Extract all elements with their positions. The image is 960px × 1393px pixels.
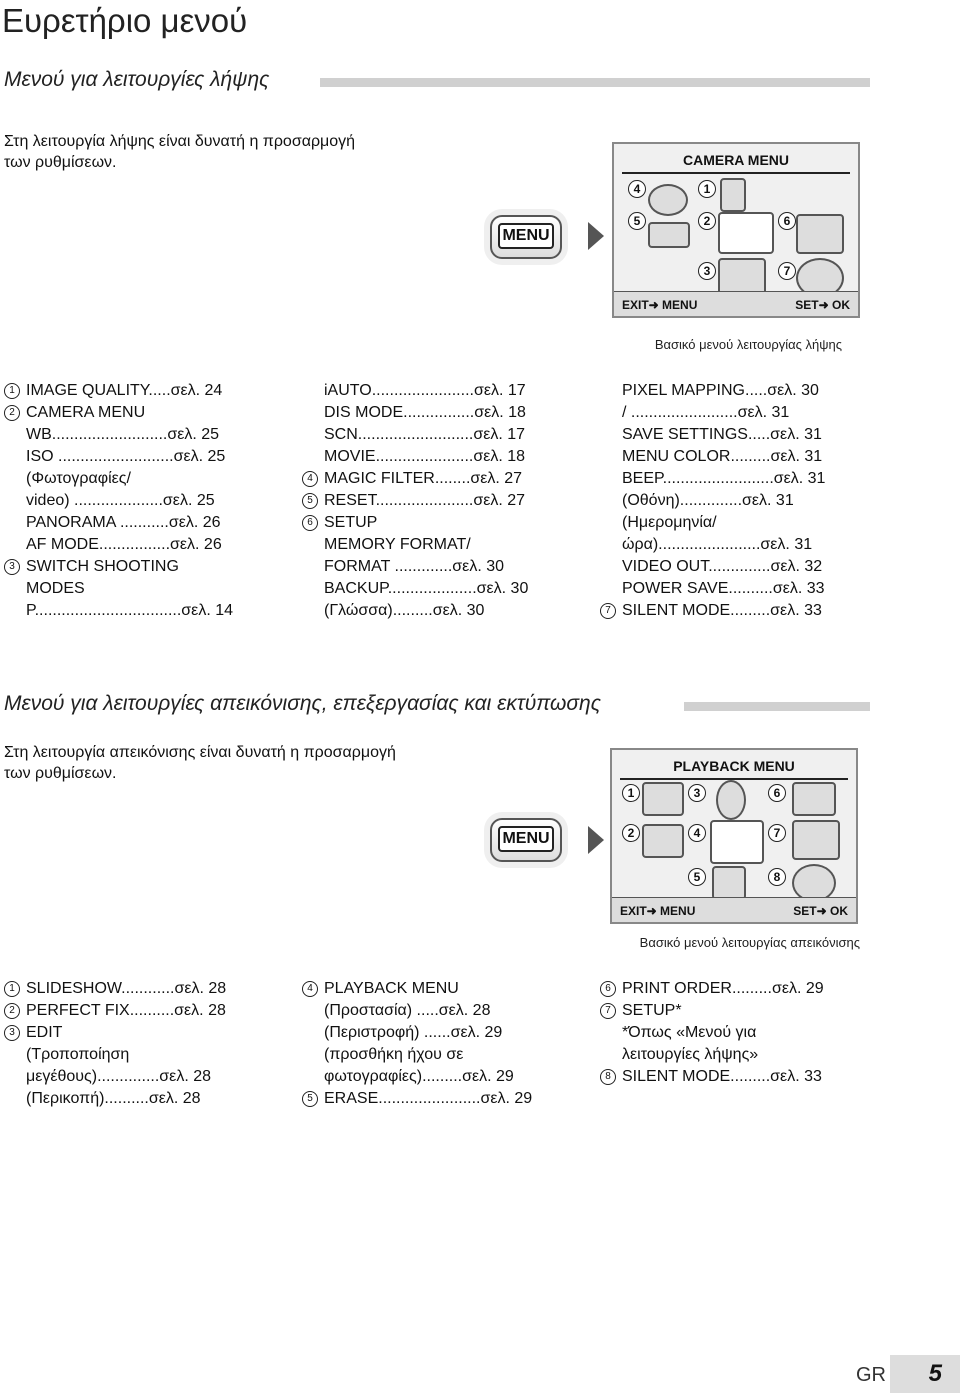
playback-menu-caption: Βασικό μενού λειτουργίας απεικόνισης: [639, 935, 860, 950]
item-text: (Οθόνη)..............σελ. 31: [622, 492, 794, 509]
list-item: [4, 978, 294, 1000]
exit-label: EXIT➜ MENU: [620, 904, 696, 918]
perfect-fix-icon: [642, 824, 684, 858]
screen-num-2: 2: [698, 212, 716, 230]
item-number: 5: [302, 493, 318, 509]
list-item: [600, 534, 890, 556]
screen-num-5: 5: [628, 212, 646, 230]
item-number: 2: [4, 1003, 20, 1019]
list-item: [4, 578, 294, 600]
list-item: [600, 1022, 890, 1044]
edit-icon: [716, 780, 746, 820]
item-text: FORMAT .............σελ. 30: [324, 558, 504, 575]
item-text: iAUTO.......................σελ. 17: [324, 382, 526, 399]
item-text: ώρα).......................σελ. 31: [622, 536, 813, 553]
item-text: P.................................σελ. 14: [26, 602, 233, 619]
list-item: [302, 380, 592, 402]
shooting-list-col3: [600, 380, 890, 622]
list-item: [4, 1066, 294, 1088]
list-item: [302, 512, 592, 534]
list-item: [600, 556, 890, 578]
playback-menu-screen: [610, 748, 858, 924]
item-text: MOVIE......................σελ. 18: [324, 448, 526, 465]
screen-num-7: 7: [768, 824, 786, 842]
list-item: [302, 446, 592, 468]
list-item: [4, 534, 294, 556]
list-item: [4, 600, 294, 622]
list-item: [600, 1044, 890, 1066]
list-item: [302, 1044, 592, 1066]
item-text: RESET......................σελ. 27: [324, 492, 526, 509]
item-text: SWITCH SHOOTING: [26, 558, 179, 575]
playback-list-col3: [600, 978, 890, 1088]
item-text: PRINT ORDER.........σελ. 29: [622, 980, 824, 997]
list-item: [302, 578, 592, 600]
playback-menu-icon: [710, 820, 764, 864]
screen-title: PLAYBACK MENU: [673, 758, 795, 774]
list-item: [4, 380, 294, 402]
list-item: [302, 1022, 592, 1044]
item-text: SAVE SETTINGS.....σελ. 31: [622, 426, 822, 443]
list-item: [600, 600, 890, 622]
item-text: SILENT MODE.........σελ. 33: [622, 602, 822, 619]
list-item: [4, 512, 294, 534]
item-text: ISO ..........................σελ. 25: [26, 448, 226, 465]
list-item: [302, 490, 592, 512]
screen-num-4: 4: [688, 824, 706, 842]
list-item: [4, 1044, 294, 1066]
screen-title: CAMERA MENU: [682, 152, 790, 168]
screen-num-2: 2: [622, 824, 640, 842]
list-item: [302, 1000, 592, 1022]
item-number: 4: [302, 981, 318, 997]
section-divider: [320, 78, 870, 87]
playback-intro: Στη λειτουργία απεικόνισης είναι δυνατή η προσαρμογή των ρυθμίσεων.: [4, 744, 396, 782]
list-item: [302, 402, 592, 424]
item-text: SETUP: [324, 514, 378, 531]
shooting-intro: Στη λειτουργία λήψης είναι δυνατή η προσαρμογή των ρυθμίσεων.: [4, 133, 356, 171]
item-text: μεγέθους)..............σελ. 28: [26, 1068, 211, 1085]
screen-num-1: 1: [698, 180, 716, 198]
item-number: 1: [4, 383, 20, 399]
list-item: [600, 402, 890, 424]
playback-list-col2: [302, 978, 592, 1110]
item-text: DIS MODE................σελ. 18: [324, 404, 526, 421]
item-text: POWER SAVE..........σελ. 33: [622, 580, 825, 597]
item-text: CAMERA MENU: [26, 404, 146, 421]
page-number-tab: [890, 1355, 960, 1393]
list-item: [600, 512, 890, 534]
section-heading-playback: Μενού για λειτουργίες απεικόνισης, επεξεργασίας και εκτύπωσης: [4, 692, 601, 715]
item-text: MAGIC FILTER........σελ. 27: [324, 470, 523, 487]
item-text: (προσθήκη ήχου σε: [324, 1046, 464, 1063]
erase-icon: [712, 866, 746, 900]
list-item: [302, 600, 592, 622]
reset-icon: [648, 222, 690, 248]
exit-label: EXIT➜ MENU: [622, 298, 698, 312]
item-number: 5: [302, 1091, 318, 1107]
shooting-list-col2: [302, 380, 592, 622]
list-item: [600, 490, 890, 512]
item-text: MENU COLOR.........σελ. 31: [622, 448, 823, 465]
list-item: [600, 446, 890, 468]
item-number: 3: [4, 1025, 20, 1041]
list-item: [4, 1000, 294, 1022]
screen-num-6: 6: [778, 212, 796, 230]
list-item: [600, 978, 890, 1000]
camera-menu-icon: [718, 212, 774, 254]
magic-filter-icon: [648, 184, 688, 216]
setup-icon: [792, 820, 840, 860]
arrow-right-icon: [588, 222, 604, 250]
item-text: ERASE.......................σελ. 29: [324, 1090, 533, 1107]
item-text: λειτουργίες λήψης»: [622, 1046, 759, 1063]
section-divider: [684, 702, 870, 711]
item-text: / ........................σελ. 31: [622, 404, 790, 421]
item-number: 8: [600, 1069, 616, 1085]
arrow-right-icon: [588, 826, 604, 854]
item-text: (Περικοπή)..........σελ. 28: [26, 1090, 201, 1107]
list-item: [600, 578, 890, 600]
item-text: AF MODE................σελ. 26: [26, 536, 222, 553]
item-number: 6: [302, 515, 318, 531]
item-number: 6: [600, 981, 616, 997]
item-text: EDIT: [26, 1024, 63, 1041]
item-text: (Προστασία) .....σελ. 28: [324, 1002, 491, 1019]
item-text: PLAYBACK MENU: [324, 980, 459, 997]
screen-num-4: 4: [628, 180, 646, 198]
page-title: Ευρετήριο μενού: [2, 2, 248, 39]
item-text: PIXEL MAPPING.....σελ. 30: [622, 382, 819, 399]
language-label: GR: [856, 1364, 886, 1386]
item-text: MODES: [26, 580, 85, 597]
item-text: WB..........................σελ. 25: [26, 426, 220, 443]
item-text: MEMORY FORMAT/: [324, 536, 471, 553]
menu-button: MENU: [490, 818, 562, 862]
list-item: [600, 1066, 890, 1088]
list-item: [4, 556, 294, 578]
item-number: 7: [600, 1003, 616, 1019]
list-item: [302, 1088, 592, 1110]
screen-num-1: 1: [622, 784, 640, 802]
item-text: (Περιστροφή) ......σελ. 29: [324, 1024, 503, 1041]
item-text: (Ημερομηνία/: [622, 514, 717, 531]
item-text: SLIDESHOW............σελ. 28: [26, 980, 227, 997]
item-text: PERFECT FIX..........σελ. 28: [26, 1002, 226, 1019]
item-text: φωτογραφίες).........σελ. 29: [324, 1068, 514, 1085]
list-item: [600, 424, 890, 446]
shooting-menu-caption: Βασικό μενού λειτουργίας λήψης: [654, 337, 842, 352]
list-item: [302, 978, 592, 1000]
list-item: [302, 468, 592, 490]
playback-list-col1: [4, 978, 294, 1110]
set-label: SET➜ OK: [795, 298, 850, 312]
list-item: [4, 402, 294, 424]
item-number: 4: [302, 471, 318, 487]
screen-num-3: 3: [688, 784, 706, 802]
list-item: [4, 1088, 294, 1110]
list-item: [4, 446, 294, 468]
print-order-icon: [792, 782, 836, 816]
list-item: [302, 556, 592, 578]
image-quality-icon: [720, 178, 746, 212]
item-text: (Γλώσσα).........σελ. 30: [324, 602, 485, 619]
item-text: *Όπως «Μενού για: [622, 1024, 757, 1041]
item-text: BACKUP....................σελ. 30: [324, 580, 529, 597]
page-number: 5: [928, 1360, 942, 1387]
screen-num-7: 7: [778, 262, 796, 280]
list-item: [4, 1022, 294, 1044]
list-item: [600, 468, 890, 490]
list-item: [4, 424, 294, 446]
list-item: [4, 490, 294, 512]
menu-button: MENU: [490, 215, 562, 259]
camera-menu-screen: [612, 142, 860, 318]
list-item: [600, 380, 890, 402]
list-item: [600, 1000, 890, 1022]
list-item: [302, 1066, 592, 1088]
screen-num-5: 5: [688, 868, 706, 886]
list-item: [4, 468, 294, 490]
screen-num-6: 6: [768, 784, 786, 802]
item-text: video) ....................σελ. 25: [26, 492, 215, 509]
list-item: [302, 424, 592, 446]
screen-num-3: 3: [698, 262, 716, 280]
item-number: 3: [4, 559, 20, 575]
slideshow-icon: [642, 782, 684, 816]
list-item: [302, 534, 592, 556]
item-text: PANORAMA ...........σελ. 26: [26, 514, 221, 531]
item-text: SETUP*: [622, 1002, 682, 1019]
item-number: 7: [600, 603, 616, 619]
item-text: SILENT MODE.........σελ. 33: [622, 1068, 822, 1085]
set-label: SET➜ OK: [793, 904, 848, 918]
item-text: (Τροποποίηση: [26, 1046, 130, 1063]
item-number: 2: [4, 405, 20, 421]
section-heading-shooting: Μενού για λειτουργίες λήψης: [4, 68, 270, 91]
item-text: (Φωτογραφίες/: [26, 470, 131, 487]
setup-icon: [796, 214, 844, 254]
item-text: BEEP.........................σελ. 31: [622, 470, 826, 487]
item-text: IMAGE QUALITY.....σελ. 24: [26, 382, 223, 399]
item-text: SCN..........................σελ. 17: [324, 426, 526, 443]
screen-num-8: 8: [768, 868, 786, 886]
shooting-list-col1: [4, 380, 294, 622]
item-text: VIDEO OUT..............σελ. 32: [622, 558, 823, 575]
item-number: 1: [4, 981, 20, 997]
